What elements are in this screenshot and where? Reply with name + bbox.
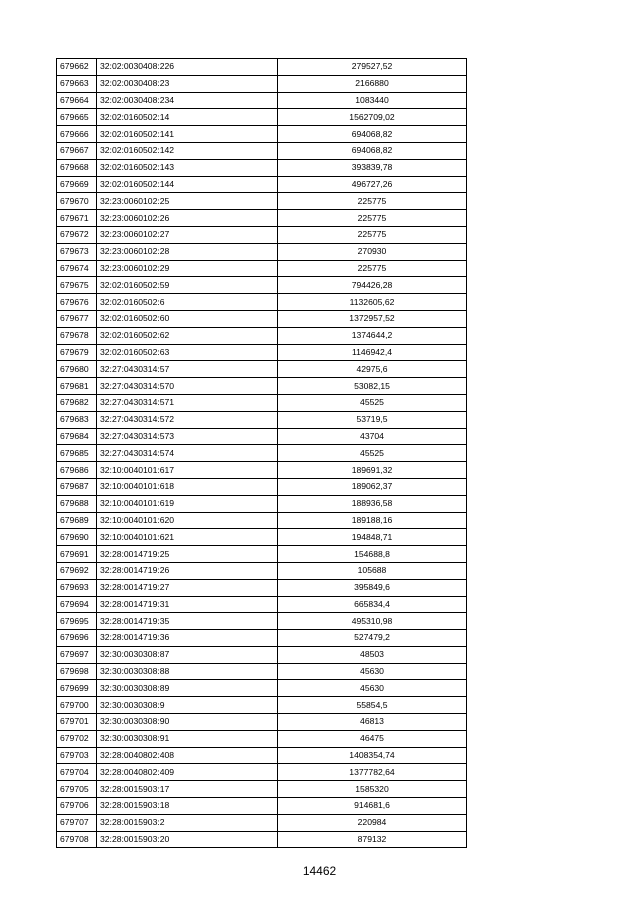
cadastral-value-cell: 194848,71 xyxy=(278,529,467,546)
table-row xyxy=(57,126,467,143)
cadastral-value-cell: 270930 xyxy=(278,243,467,260)
cadastral-number-cell: 32:02:0160502:144 xyxy=(97,176,278,193)
cadastral-value-cell: 694068,82 xyxy=(278,126,467,143)
row-id-cell: 679671 xyxy=(57,210,97,227)
table-row xyxy=(57,327,467,344)
row-id-cell: 679679 xyxy=(57,344,97,361)
row-id-cell: 679662 xyxy=(57,59,97,76)
cadastral-number-cell: 32:02:0160502:14 xyxy=(97,109,278,126)
row-id-cell: 679668 xyxy=(57,159,97,176)
cadastral-number-cell: 32:27:0430314:570 xyxy=(97,378,278,395)
table-row xyxy=(57,59,467,76)
row-id-cell: 679683 xyxy=(57,411,97,428)
cadastral-number-cell: 32:02:0160502:59 xyxy=(97,277,278,294)
row-id-cell: 679697 xyxy=(57,646,97,663)
cadastral-number-cell: 32:28:0015903:2 xyxy=(97,814,278,831)
table-row xyxy=(57,579,467,596)
cadastral-value-cell: 220984 xyxy=(278,814,467,831)
table-row xyxy=(57,562,467,579)
table-row xyxy=(57,613,467,630)
row-id-cell: 679664 xyxy=(57,92,97,109)
table-row xyxy=(57,529,467,546)
row-id-cell: 679689 xyxy=(57,512,97,529)
cadastral-number-cell: 32:02:0030408:226 xyxy=(97,59,278,76)
table-row xyxy=(57,260,467,277)
cadastral-value-table xyxy=(56,58,467,848)
row-id-cell: 679694 xyxy=(57,596,97,613)
row-id-cell: 679680 xyxy=(57,361,97,378)
table-row xyxy=(57,512,467,529)
cadastral-value-cell: 495310,98 xyxy=(278,613,467,630)
cadastral-number-cell: 32:02:0160502:143 xyxy=(97,159,278,176)
row-id-cell: 679677 xyxy=(57,310,97,327)
cadastral-number-cell: 32:02:0160502:142 xyxy=(97,142,278,159)
row-id-cell: 679687 xyxy=(57,478,97,495)
row-id-cell: 679691 xyxy=(57,546,97,563)
cadastral-value-cell: 393839,78 xyxy=(278,159,467,176)
table-row xyxy=(57,495,467,512)
table-row xyxy=(57,764,467,781)
cadastral-value-cell: 45630 xyxy=(278,663,467,680)
cadastral-number-cell: 32:28:0014719:35 xyxy=(97,613,278,630)
cadastral-value-cell: 225775 xyxy=(278,210,467,227)
cadastral-value-cell: 1377782,64 xyxy=(278,764,467,781)
row-id-cell: 679667 xyxy=(57,142,97,159)
row-id-cell: 679690 xyxy=(57,529,97,546)
table-row xyxy=(57,546,467,563)
table-row xyxy=(57,226,467,243)
table-row xyxy=(57,193,467,210)
cadastral-value-cell: 2166880 xyxy=(278,75,467,92)
cadastral-value-cell: 527479,2 xyxy=(278,630,467,647)
row-id-cell: 679693 xyxy=(57,579,97,596)
row-id-cell: 679669 xyxy=(57,176,97,193)
cadastral-number-cell: 32:23:0060102:27 xyxy=(97,226,278,243)
cadastral-value-cell: 189062,37 xyxy=(278,478,467,495)
row-id-cell: 679700 xyxy=(57,697,97,714)
cadastral-value-cell: 189691,32 xyxy=(278,462,467,479)
row-id-cell: 679692 xyxy=(57,562,97,579)
page-number: 14462 xyxy=(302,864,337,878)
cadastral-number-cell: 32:28:0015903:18 xyxy=(97,798,278,815)
table-row xyxy=(57,663,467,680)
cadastral-value-cell: 279527,52 xyxy=(278,59,467,76)
table-row xyxy=(57,714,467,731)
table-row xyxy=(57,747,467,764)
cadastral-value-cell: 1372957,52 xyxy=(278,310,467,327)
cadastral-number-cell: 32:10:0040101:619 xyxy=(97,495,278,512)
cadastral-value-cell: 395849,6 xyxy=(278,579,467,596)
table-row xyxy=(57,630,467,647)
cadastral-number-cell: 32:28:0014719:27 xyxy=(97,579,278,596)
cadastral-number-cell: 32:28:0014719:25 xyxy=(97,546,278,563)
row-id-cell: 679663 xyxy=(57,75,97,92)
row-id-cell: 679673 xyxy=(57,243,97,260)
table-row xyxy=(57,176,467,193)
cadastral-value-cell: 105688 xyxy=(278,562,467,579)
row-id-cell: 679682 xyxy=(57,394,97,411)
cadastral-value-cell: 665834,4 xyxy=(278,596,467,613)
table-row xyxy=(57,310,467,327)
cadastral-number-cell: 32:28:0040802:409 xyxy=(97,764,278,781)
cadastral-number-cell: 32:10:0040101:617 xyxy=(97,462,278,479)
table-row xyxy=(57,277,467,294)
cadastral-number-cell: 32:28:0014719:36 xyxy=(97,630,278,647)
cadastral-number-cell: 32:10:0040101:620 xyxy=(97,512,278,529)
cadastral-number-cell: 32:10:0040101:618 xyxy=(97,478,278,495)
cadastral-number-cell: 32:27:0430314:572 xyxy=(97,411,278,428)
cadastral-value-cell: 188936,58 xyxy=(278,495,467,512)
cadastral-value-cell: 1083440 xyxy=(278,92,467,109)
row-id-cell: 679703 xyxy=(57,747,97,764)
cadastral-number-cell: 32:02:0030408:23 xyxy=(97,75,278,92)
cadastral-number-cell: 32:30:0030308:91 xyxy=(97,730,278,747)
cadastral-number-cell: 32:27:0430314:574 xyxy=(97,445,278,462)
cadastral-value-cell: 43704 xyxy=(278,428,467,445)
cadastral-number-cell: 32:28:0015903:20 xyxy=(97,831,278,848)
cadastral-number-cell: 32:23:0060102:29 xyxy=(97,260,278,277)
cadastral-number-cell: 32:23:0060102:28 xyxy=(97,243,278,260)
cadastral-value-cell: 53719,5 xyxy=(278,411,467,428)
cadastral-number-cell: 32:30:0030308:87 xyxy=(97,646,278,663)
cadastral-value-cell: 45630 xyxy=(278,680,467,697)
table-row xyxy=(57,294,467,311)
cadastral-value-cell: 694068,82 xyxy=(278,142,467,159)
table-row xyxy=(57,781,467,798)
cadastral-value-cell: 496727,26 xyxy=(278,176,467,193)
row-id-cell: 679686 xyxy=(57,462,97,479)
row-id-cell: 679672 xyxy=(57,226,97,243)
cadastral-number-cell: 32:28:0015903:17 xyxy=(97,781,278,798)
cadastral-value-cell: 1132605,62 xyxy=(278,294,467,311)
cadastral-number-cell: 32:28:0040802:408 xyxy=(97,747,278,764)
table-row xyxy=(57,344,467,361)
cadastral-number-cell: 32:27:0430314:571 xyxy=(97,394,278,411)
row-id-cell: 679695 xyxy=(57,613,97,630)
table-row xyxy=(57,478,467,495)
row-id-cell: 679702 xyxy=(57,730,97,747)
cadastral-number-cell: 32:02:0160502:63 xyxy=(97,344,278,361)
row-id-cell: 679698 xyxy=(57,663,97,680)
row-id-cell: 679675 xyxy=(57,277,97,294)
table-row xyxy=(57,814,467,831)
table-row xyxy=(57,831,467,848)
row-id-cell: 679670 xyxy=(57,193,97,210)
cadastral-number-cell: 32:02:0160502:62 xyxy=(97,327,278,344)
row-id-cell: 679701 xyxy=(57,714,97,731)
cadastral-value-cell: 46813 xyxy=(278,714,467,731)
cadastral-number-cell: 32:28:0014719:31 xyxy=(97,596,278,613)
row-id-cell: 679666 xyxy=(57,126,97,143)
cadastral-number-cell: 32:30:0030308:90 xyxy=(97,714,278,731)
row-id-cell: 679704 xyxy=(57,764,97,781)
table-row xyxy=(57,361,467,378)
table-row xyxy=(57,243,467,260)
table-row xyxy=(57,697,467,714)
table-row xyxy=(57,445,467,462)
row-id-cell: 679685 xyxy=(57,445,97,462)
cadastral-value-cell: 225775 xyxy=(278,226,467,243)
table-row xyxy=(57,646,467,663)
row-id-cell: 679696 xyxy=(57,630,97,647)
table-body xyxy=(57,59,467,848)
cadastral-value-cell: 1562709,02 xyxy=(278,109,467,126)
cadastral-number-cell: 32:23:0060102:25 xyxy=(97,193,278,210)
row-id-cell: 679674 xyxy=(57,260,97,277)
cadastral-number-cell: 32:27:0430314:57 xyxy=(97,361,278,378)
table-row xyxy=(57,142,467,159)
table-row xyxy=(57,378,467,395)
cadastral-value-cell: 794426,28 xyxy=(278,277,467,294)
cadastral-value-cell: 1146942,4 xyxy=(278,344,467,361)
table-row xyxy=(57,159,467,176)
table-row xyxy=(57,109,467,126)
cadastral-value-cell: 48503 xyxy=(278,646,467,663)
cadastral-value-cell: 45525 xyxy=(278,394,467,411)
row-id-cell: 679678 xyxy=(57,327,97,344)
cadastral-number-cell: 32:02:0160502:141 xyxy=(97,126,278,143)
row-id-cell: 679699 xyxy=(57,680,97,697)
cadastral-number-cell: 32:30:0030308:89 xyxy=(97,680,278,697)
table-row xyxy=(57,210,467,227)
table-row xyxy=(57,411,467,428)
table-row xyxy=(57,75,467,92)
row-id-cell: 679707 xyxy=(57,814,97,831)
document-page xyxy=(56,58,466,848)
cadastral-value-cell: 914681,6 xyxy=(278,798,467,815)
table-row xyxy=(57,394,467,411)
table-row xyxy=(57,730,467,747)
table-row xyxy=(57,462,467,479)
row-id-cell: 679708 xyxy=(57,831,97,848)
row-id-cell: 679706 xyxy=(57,798,97,815)
cadastral-value-cell: 225775 xyxy=(278,193,467,210)
cadastral-value-cell: 1374644,2 xyxy=(278,327,467,344)
row-id-cell: 679676 xyxy=(57,294,97,311)
cadastral-number-cell: 32:30:0030308:88 xyxy=(97,663,278,680)
cadastral-value-cell: 1408354,74 xyxy=(278,747,467,764)
table-row xyxy=(57,92,467,109)
row-id-cell: 679681 xyxy=(57,378,97,395)
cadastral-value-cell: 46475 xyxy=(278,730,467,747)
cadastral-number-cell: 32:02:0160502:60 xyxy=(97,310,278,327)
cadastral-number-cell: 32:02:0160502:6 xyxy=(97,294,278,311)
table-row xyxy=(57,428,467,445)
row-id-cell: 679688 xyxy=(57,495,97,512)
cadastral-number-cell: 32:02:0030408:234 xyxy=(97,92,278,109)
row-id-cell: 679665 xyxy=(57,109,97,126)
cadastral-value-cell: 225775 xyxy=(278,260,467,277)
cadastral-number-cell: 32:23:0060102:26 xyxy=(97,210,278,227)
row-id-cell: 679705 xyxy=(57,781,97,798)
cadastral-number-cell: 32:27:0430314:573 xyxy=(97,428,278,445)
table-row xyxy=(57,798,467,815)
cadastral-value-cell: 1585320 xyxy=(278,781,467,798)
cadastral-value-cell: 45525 xyxy=(278,445,467,462)
cadastral-value-cell: 879132 xyxy=(278,831,467,848)
cadastral-value-cell: 53082,15 xyxy=(278,378,467,395)
cadastral-value-cell: 154688,8 xyxy=(278,546,467,563)
table-row xyxy=(57,596,467,613)
cadastral-value-cell: 55854,5 xyxy=(278,697,467,714)
cadastral-number-cell: 32:30:0030308:9 xyxy=(97,697,278,714)
row-id-cell: 679684 xyxy=(57,428,97,445)
cadastral-number-cell: 32:28:0014719:26 xyxy=(97,562,278,579)
cadastral-number-cell: 32:10:0040101:621 xyxy=(97,529,278,546)
table-row xyxy=(57,680,467,697)
cadastral-value-cell: 42975,6 xyxy=(278,361,467,378)
cadastral-value-cell: 189188,16 xyxy=(278,512,467,529)
